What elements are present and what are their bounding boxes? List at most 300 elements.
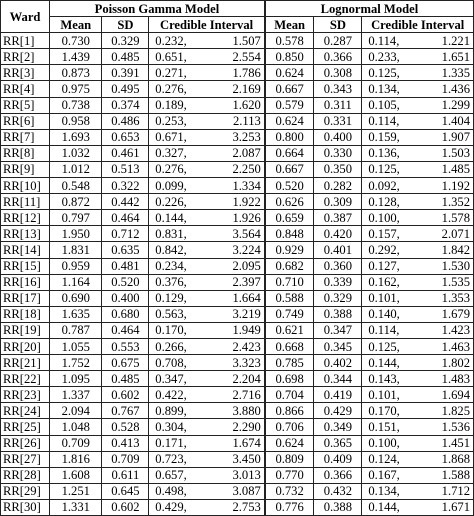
pg-ci-lower-cell: 0.171, xyxy=(149,435,207,451)
ln-ci-lower-cell: 0.125, xyxy=(362,161,418,177)
pg-mean-cell: 1.331 xyxy=(50,499,102,515)
ln-sd-header: SD xyxy=(314,17,362,33)
table-row xyxy=(1,467,474,483)
ln-sd-cell: 0.311 xyxy=(314,97,362,113)
ln-ci-lower-cell: 0.134, xyxy=(362,483,418,499)
pg-ci-lower-cell: 0.276, xyxy=(149,161,207,177)
ln-sd-cell: 0.365 xyxy=(314,435,362,451)
table-row xyxy=(1,113,474,129)
table-row xyxy=(1,419,474,435)
pg-ci-lower-cell: 0.129, xyxy=(149,290,207,306)
ln-ci-upper-cell: 1.671 xyxy=(418,499,474,515)
table-row xyxy=(1,65,474,81)
pg-mean-cell: 1.816 xyxy=(50,451,102,467)
pg-mean-cell: 0.959 xyxy=(50,258,102,274)
pg-sd-cell: 0.400 xyxy=(102,290,149,306)
ward-cell: RR[5] xyxy=(1,97,50,113)
ln-sd-cell: 0.429 xyxy=(314,403,362,419)
ln-ci-lower-cell: 0.125, xyxy=(362,338,418,354)
pg-ci-upper-cell: 1.786 xyxy=(207,65,265,81)
ln-ci-upper-cell: 1.352 xyxy=(418,194,474,210)
pg-ci-upper-cell: 2.169 xyxy=(207,81,265,97)
table-row xyxy=(1,387,474,403)
pg-sd-cell: 0.675 xyxy=(102,355,149,371)
pg-ci-lower-cell: 0.253, xyxy=(149,113,207,129)
pg-sd-cell: 0.712 xyxy=(102,226,149,242)
pg-ci-upper-cell: 2.087 xyxy=(207,145,265,161)
ln-ci-upper-cell: 1.353 xyxy=(418,290,474,306)
ward-cell: RR[26] xyxy=(1,435,50,451)
pg-sd-cell: 0.680 xyxy=(102,306,149,322)
pg-ci-lower-cell: 0.831, xyxy=(149,226,207,242)
pg-ci-upper-cell: 1.926 xyxy=(207,210,265,226)
ln-mean-cell: 0.850 xyxy=(265,49,314,65)
table-row xyxy=(1,483,474,499)
pg-mean-cell: 0.738 xyxy=(50,97,102,113)
ward-cell: RR[1] xyxy=(1,33,50,49)
ln-ci-upper-cell: 1.802 xyxy=(418,355,474,371)
ward-cell: RR[16] xyxy=(1,274,50,290)
table-row xyxy=(1,49,474,65)
pg-sd-cell: 0.329 xyxy=(102,33,149,49)
table-row xyxy=(1,451,474,467)
pg-ci-upper-cell: 3.087 xyxy=(207,483,265,499)
pg-mean-cell: 0.975 xyxy=(50,81,102,97)
ln-ci-upper-cell: 1.578 xyxy=(418,210,474,226)
ln-ci-upper-cell: 1.825 xyxy=(418,403,474,419)
ln-sd-cell: 0.388 xyxy=(314,306,362,322)
lognormal-header: Lognormal Model xyxy=(265,1,474,17)
pg-mean-cell: 1.693 xyxy=(50,129,102,145)
ln-sd-cell: 0.401 xyxy=(314,242,362,258)
ln-ci-upper-cell: 1.503 xyxy=(418,145,474,161)
pg-mean-cell: 1.032 xyxy=(50,145,102,161)
ln-sd-cell: 0.329 xyxy=(314,290,362,306)
pg-ci-upper-cell: 1.949 xyxy=(207,322,265,338)
pg-sd-cell: 0.481 xyxy=(102,258,149,274)
table-row xyxy=(1,97,474,113)
ln-ci-upper-cell: 1.651 xyxy=(418,49,474,65)
pg-mean-cell: 1.608 xyxy=(50,467,102,483)
ward-cell: RR[10] xyxy=(1,178,50,194)
ln-ci-lower-cell: 0.092, xyxy=(362,178,418,194)
pg-ci-lower-cell: 0.347, xyxy=(149,371,207,387)
pg-mean-cell: 1.831 xyxy=(50,242,102,258)
ln-sd-cell: 0.350 xyxy=(314,161,362,177)
table-row xyxy=(1,258,474,274)
table-row xyxy=(1,338,474,354)
pg-ci-upper-cell: 3.253 xyxy=(207,129,265,145)
pg-mean-cell: 1.635 xyxy=(50,306,102,322)
table-row xyxy=(1,194,474,210)
pg-ci-upper-cell: 1.334 xyxy=(207,178,265,194)
ln-ci-lower-cell: 0.125, xyxy=(362,65,418,81)
pg-ci-upper-cell: 3.013 xyxy=(207,467,265,483)
ln-ci-upper-cell: 1.404 xyxy=(418,113,474,129)
ln-mean-cell: 0.588 xyxy=(265,290,314,306)
ward-cell: RR[14] xyxy=(1,242,50,258)
pg-ci-lower-cell: 0.327, xyxy=(149,145,207,161)
ln-ci-upper-cell: 1.694 xyxy=(418,387,474,403)
ln-ci-lower-cell: 0.170, xyxy=(362,403,418,419)
pg-ci-lower-cell: 0.651, xyxy=(149,49,207,65)
pg-ci-upper-cell: 1.674 xyxy=(207,435,265,451)
ln-sd-cell: 0.360 xyxy=(314,258,362,274)
pg-mean-cell: 0.797 xyxy=(50,210,102,226)
pg-ci-upper-cell: 2.095 xyxy=(207,258,265,274)
ln-mean-cell: 0.732 xyxy=(265,483,314,499)
ln-ci-lower-cell: 0.114, xyxy=(362,113,418,129)
ln-mean-header: Mean xyxy=(265,17,314,33)
table-row xyxy=(1,226,474,242)
ward-cell: RR[9] xyxy=(1,161,50,177)
pg-mean-cell: 0.690 xyxy=(50,290,102,306)
ward-cell: RR[7] xyxy=(1,129,50,145)
pg-mean-cell: 1.048 xyxy=(50,419,102,435)
pg-ci-lower-cell: 0.671, xyxy=(149,129,207,145)
pg-ci-lower-cell: 0.563, xyxy=(149,306,207,322)
pg-mean-cell: 0.709 xyxy=(50,435,102,451)
pg-sd-cell: 0.374 xyxy=(102,97,149,113)
ln-ci-lower-cell: 0.136, xyxy=(362,145,418,161)
table-row xyxy=(1,161,474,177)
pg-ci-lower-cell: 0.226, xyxy=(149,194,207,210)
ln-sd-cell: 0.344 xyxy=(314,371,362,387)
pg-sd-cell: 0.495 xyxy=(102,81,149,97)
pg-ci-lower-cell: 0.234, xyxy=(149,258,207,274)
ln-ci-upper-cell: 1.868 xyxy=(418,451,474,467)
pg-ci-upper-cell: 3.219 xyxy=(207,306,265,322)
ln-ci-lower-cell: 0.114, xyxy=(362,322,418,338)
pg-sd-cell: 0.709 xyxy=(102,451,149,467)
pg-sd-cell: 0.486 xyxy=(102,113,149,129)
pg-ci-lower-cell: 0.276, xyxy=(149,81,207,97)
pg-ci-upper-cell: 2.423 xyxy=(207,338,265,354)
ln-ci-upper-cell: 1.436 xyxy=(418,81,474,97)
ln-ci-upper-cell: 1.530 xyxy=(418,258,474,274)
ln-sd-cell: 0.349 xyxy=(314,419,362,435)
pg-sd-cell: 0.442 xyxy=(102,194,149,210)
ln-mean-cell: 0.749 xyxy=(265,306,314,322)
pg-ci-upper-cell: 1.922 xyxy=(207,194,265,210)
ln-mean-cell: 0.800 xyxy=(265,129,314,145)
column-header-row xyxy=(1,17,474,33)
ln-sd-cell: 0.309 xyxy=(314,194,362,210)
pg-ci-lower-cell: 0.271, xyxy=(149,65,207,81)
pg-ci-lower-cell: 0.144, xyxy=(149,210,207,226)
ln-mean-cell: 0.520 xyxy=(265,178,314,194)
pg-mean-cell: 0.872 xyxy=(50,194,102,210)
ward-cell: RR[12] xyxy=(1,210,50,226)
table-body xyxy=(1,33,474,516)
ln-mean-cell: 0.866 xyxy=(265,403,314,419)
ward-cell: RR[13] xyxy=(1,226,50,242)
pg-ci-lower-cell: 0.422, xyxy=(149,387,207,403)
ward-cell: RR[18] xyxy=(1,306,50,322)
pg-mean-cell: 1.164 xyxy=(50,274,102,290)
ln-sd-cell: 0.409 xyxy=(314,451,362,467)
ward-cell: RR[19] xyxy=(1,322,50,338)
pg-mean-header: Mean xyxy=(50,17,102,33)
ward-cell: RR[6] xyxy=(1,113,50,129)
ln-ci-upper-cell: 1.842 xyxy=(418,242,474,258)
table-row xyxy=(1,145,474,161)
pg-sd-cell: 0.528 xyxy=(102,419,149,435)
table-row xyxy=(1,322,474,338)
pg-sd-cell: 0.553 xyxy=(102,338,149,354)
ln-mean-cell: 0.626 xyxy=(265,194,314,210)
ln-sd-cell: 0.366 xyxy=(314,467,362,483)
pg-ci-upper-cell: 2.554 xyxy=(207,49,265,65)
pg-ci-lower-cell: 0.232, xyxy=(149,33,207,49)
ln-ci-upper-cell: 1.907 xyxy=(418,129,474,145)
table-row xyxy=(1,435,474,451)
pg-mean-cell: 1.950 xyxy=(50,226,102,242)
pg-ci-upper-cell: 2.290 xyxy=(207,419,265,435)
ln-mean-cell: 0.664 xyxy=(265,145,314,161)
table-row xyxy=(1,403,474,419)
ward-cell: RR[25] xyxy=(1,419,50,435)
ln-ci-upper-cell: 1.192 xyxy=(418,178,474,194)
pg-ci-lower-cell: 0.189, xyxy=(149,97,207,113)
pg-sd-cell: 0.413 xyxy=(102,435,149,451)
ln-ci-upper-cell: 1.536 xyxy=(418,419,474,435)
pg-sd-cell: 0.611 xyxy=(102,467,149,483)
ward-cell: RR[4] xyxy=(1,81,50,97)
table-row xyxy=(1,129,474,145)
ward-cell: RR[21] xyxy=(1,355,50,371)
ln-ci-upper-cell: 1.463 xyxy=(418,338,474,354)
pg-sd-cell: 0.464 xyxy=(102,210,149,226)
model-header-row xyxy=(1,1,474,17)
ln-mean-cell: 0.682 xyxy=(265,258,314,274)
ln-ci-lower-cell: 0.128, xyxy=(362,194,418,210)
ln-sd-cell: 0.402 xyxy=(314,355,362,371)
ln-sd-cell: 0.366 xyxy=(314,49,362,65)
ward-cell: RR[11] xyxy=(1,194,50,210)
table-row xyxy=(1,81,474,97)
ln-ci-upper-cell: 1.485 xyxy=(418,161,474,177)
table-row xyxy=(1,290,474,306)
pg-mean-cell: 1.337 xyxy=(50,387,102,403)
ln-ci-lower-cell: 0.101, xyxy=(362,290,418,306)
pg-ci-lower-cell: 0.099, xyxy=(149,178,207,194)
pg-ci-upper-cell: 2.716 xyxy=(207,387,265,403)
ward-cell: RR[2] xyxy=(1,49,50,65)
pg-mean-cell: 0.730 xyxy=(50,33,102,49)
pg-ci-upper-cell: 1.507 xyxy=(207,33,265,49)
pg-ci-lower-cell: 0.708, xyxy=(149,355,207,371)
table-row xyxy=(1,274,474,290)
ln-mean-cell: 0.848 xyxy=(265,226,314,242)
pg-sd-cell: 0.635 xyxy=(102,242,149,258)
pg-ci-lower-cell: 0.304, xyxy=(149,419,207,435)
ln-sd-cell: 0.339 xyxy=(314,274,362,290)
ward-cell: RR[30] xyxy=(1,499,50,515)
ln-mean-cell: 0.624 xyxy=(265,435,314,451)
ln-sd-cell: 0.400 xyxy=(314,129,362,145)
pg-ci-lower-cell: 0.657, xyxy=(149,467,207,483)
pg-sd-cell: 0.645 xyxy=(102,483,149,499)
pg-sd-cell: 0.322 xyxy=(102,178,149,194)
pg-sd-cell: 0.461 xyxy=(102,145,149,161)
ln-ci-upper-cell: 1.299 xyxy=(418,97,474,113)
pg-sd-cell: 0.513 xyxy=(102,161,149,177)
pg-mean-cell: 1.012 xyxy=(50,161,102,177)
pg-ci-lower-cell: 0.376, xyxy=(149,274,207,290)
pg-ci-upper-cell: 2.113 xyxy=(207,113,265,129)
pg-mean-cell: 1.095 xyxy=(50,371,102,387)
pg-ci-upper-cell: 3.450 xyxy=(207,451,265,467)
table-row xyxy=(1,210,474,226)
pg-sd-cell: 0.602 xyxy=(102,387,149,403)
pg-mean-cell: 0.548 xyxy=(50,178,102,194)
ln-ci-lower-cell: 0.101, xyxy=(362,387,418,403)
ln-mean-cell: 0.698 xyxy=(265,371,314,387)
pg-sd-cell: 0.520 xyxy=(102,274,149,290)
ln-ci-lower-cell: 0.124, xyxy=(362,451,418,467)
pg-ci-upper-cell: 3.564 xyxy=(207,226,265,242)
ln-mean-cell: 0.809 xyxy=(265,451,314,467)
pg-ci-header: Credible Interval xyxy=(149,17,265,33)
ln-mean-cell: 0.659 xyxy=(265,210,314,226)
ln-sd-cell: 0.331 xyxy=(314,113,362,129)
ward-cell: RR[29] xyxy=(1,483,50,499)
pg-ci-lower-cell: 0.723, xyxy=(149,451,207,467)
ln-sd-cell: 0.287 xyxy=(314,33,362,49)
ln-mean-cell: 0.776 xyxy=(265,499,314,515)
pg-mean-cell: 1.439 xyxy=(50,49,102,65)
ln-sd-cell: 0.419 xyxy=(314,387,362,403)
ln-ci-upper-cell: 1.535 xyxy=(418,274,474,290)
table-row xyxy=(1,33,474,49)
ln-ci-lower-cell: 0.162, xyxy=(362,274,418,290)
ln-ci-lower-cell: 0.159, xyxy=(362,129,418,145)
pg-ci-upper-cell: 2.753 xyxy=(207,499,265,515)
ln-ci-lower-cell: 0.127, xyxy=(362,258,418,274)
pg-ci-upper-cell: 1.664 xyxy=(207,290,265,306)
pg-ci-upper-cell: 1.620 xyxy=(207,97,265,113)
ln-ci-lower-cell: 0.157, xyxy=(362,226,418,242)
ln-ci-lower-cell: 0.144, xyxy=(362,499,418,515)
ln-ci-upper-cell: 1.483 xyxy=(418,371,474,387)
ln-ci-lower-cell: 0.144, xyxy=(362,355,418,371)
pg-sd-cell: 0.602 xyxy=(102,499,149,515)
pg-mean-cell: 1.055 xyxy=(50,338,102,354)
ln-ci-upper-cell: 1.451 xyxy=(418,435,474,451)
pg-ci-lower-cell: 0.842, xyxy=(149,242,207,258)
ward-cell: RR[27] xyxy=(1,451,50,467)
pg-ci-lower-cell: 0.899, xyxy=(149,403,207,419)
pg-ci-lower-cell: 0.266, xyxy=(149,338,207,354)
pg-sd-header: SD xyxy=(102,17,149,33)
ward-cell: RR[8] xyxy=(1,145,50,161)
ln-ci-lower-cell: 0.143, xyxy=(362,371,418,387)
ln-mean-cell: 0.667 xyxy=(265,161,314,177)
pg-ci-upper-cell: 2.250 xyxy=(207,161,265,177)
pg-sd-cell: 0.485 xyxy=(102,371,149,387)
table-row xyxy=(1,306,474,322)
ln-ci-upper-cell: 1.588 xyxy=(418,467,474,483)
pg-mean-cell: 0.873 xyxy=(50,65,102,81)
table-row xyxy=(1,242,474,258)
pg-mean-cell: 1.251 xyxy=(50,483,102,499)
ward-cell: RR[22] xyxy=(1,371,50,387)
pg-sd-cell: 0.767 xyxy=(102,403,149,419)
ward-cell: RR[17] xyxy=(1,290,50,306)
ln-mean-cell: 0.624 xyxy=(265,113,314,129)
pg-ci-upper-cell: 3.323 xyxy=(207,355,265,371)
poisson-gamma-header: Poisson Gamma Model xyxy=(50,1,265,17)
ln-ci-lower-cell: 0.100, xyxy=(362,210,418,226)
pg-ci-upper-cell: 2.204 xyxy=(207,371,265,387)
ln-mean-cell: 0.706 xyxy=(265,419,314,435)
ln-ci-header: Credible Interval xyxy=(362,17,474,33)
ward-cell: RR[28] xyxy=(1,467,50,483)
ln-ci-lower-cell: 0.151, xyxy=(362,419,418,435)
ln-mean-cell: 0.710 xyxy=(265,274,314,290)
ln-sd-cell: 0.388 xyxy=(314,499,362,515)
ln-mean-cell: 0.578 xyxy=(265,33,314,49)
pg-mean-cell: 0.787 xyxy=(50,322,102,338)
pg-mean-cell: 0.958 xyxy=(50,113,102,129)
pg-ci-lower-cell: 0.170, xyxy=(149,322,207,338)
ln-ci-lower-cell: 0.233, xyxy=(362,49,418,65)
ln-ci-lower-cell: 0.114, xyxy=(362,33,418,49)
table-row xyxy=(1,499,474,515)
ln-mean-cell: 0.785 xyxy=(265,355,314,371)
ln-mean-cell: 0.624 xyxy=(265,65,314,81)
ln-sd-cell: 0.432 xyxy=(314,483,362,499)
pg-ci-upper-cell: 3.224 xyxy=(207,242,265,258)
ln-ci-upper-cell: 2.071 xyxy=(418,226,474,242)
pg-sd-cell: 0.391 xyxy=(102,65,149,81)
pg-ci-lower-cell: 0.498, xyxy=(149,483,207,499)
pg-mean-cell: 2.094 xyxy=(50,403,102,419)
ln-ci-upper-cell: 1.679 xyxy=(418,306,474,322)
ln-ci-upper-cell: 1.221 xyxy=(418,33,474,49)
ward-cell: RR[20] xyxy=(1,338,50,354)
ln-sd-cell: 0.282 xyxy=(314,178,362,194)
pg-sd-cell: 0.485 xyxy=(102,49,149,65)
ln-mean-cell: 0.770 xyxy=(265,467,314,483)
ln-ci-lower-cell: 0.105, xyxy=(362,97,418,113)
pg-sd-cell: 0.653 xyxy=(102,129,149,145)
ln-ci-lower-cell: 0.292, xyxy=(362,242,418,258)
table-row xyxy=(1,371,474,387)
ln-sd-cell: 0.387 xyxy=(314,210,362,226)
ln-ci-upper-cell: 1.423 xyxy=(418,322,474,338)
ward-cell: RR[24] xyxy=(1,403,50,419)
ln-sd-cell: 0.343 xyxy=(314,81,362,97)
ln-mean-cell: 0.929 xyxy=(265,242,314,258)
ln-mean-cell: 0.668 xyxy=(265,338,314,354)
ln-sd-cell: 0.330 xyxy=(314,145,362,161)
ln-mean-cell: 0.704 xyxy=(265,387,314,403)
pg-ci-upper-cell: 2.397 xyxy=(207,274,265,290)
ln-sd-cell: 0.345 xyxy=(314,338,362,354)
ln-sd-cell: 0.420 xyxy=(314,226,362,242)
ln-ci-lower-cell: 0.134, xyxy=(362,81,418,97)
pg-mean-cell: 1.752 xyxy=(50,355,102,371)
pg-sd-cell: 0.464 xyxy=(102,322,149,338)
ln-mean-cell: 0.667 xyxy=(265,81,314,97)
ln-sd-cell: 0.347 xyxy=(314,322,362,338)
ward-cell: RR[15] xyxy=(1,258,50,274)
pg-ci-upper-cell: 3.880 xyxy=(207,403,265,419)
ward-header: Ward xyxy=(1,1,50,33)
table-row xyxy=(1,355,474,371)
